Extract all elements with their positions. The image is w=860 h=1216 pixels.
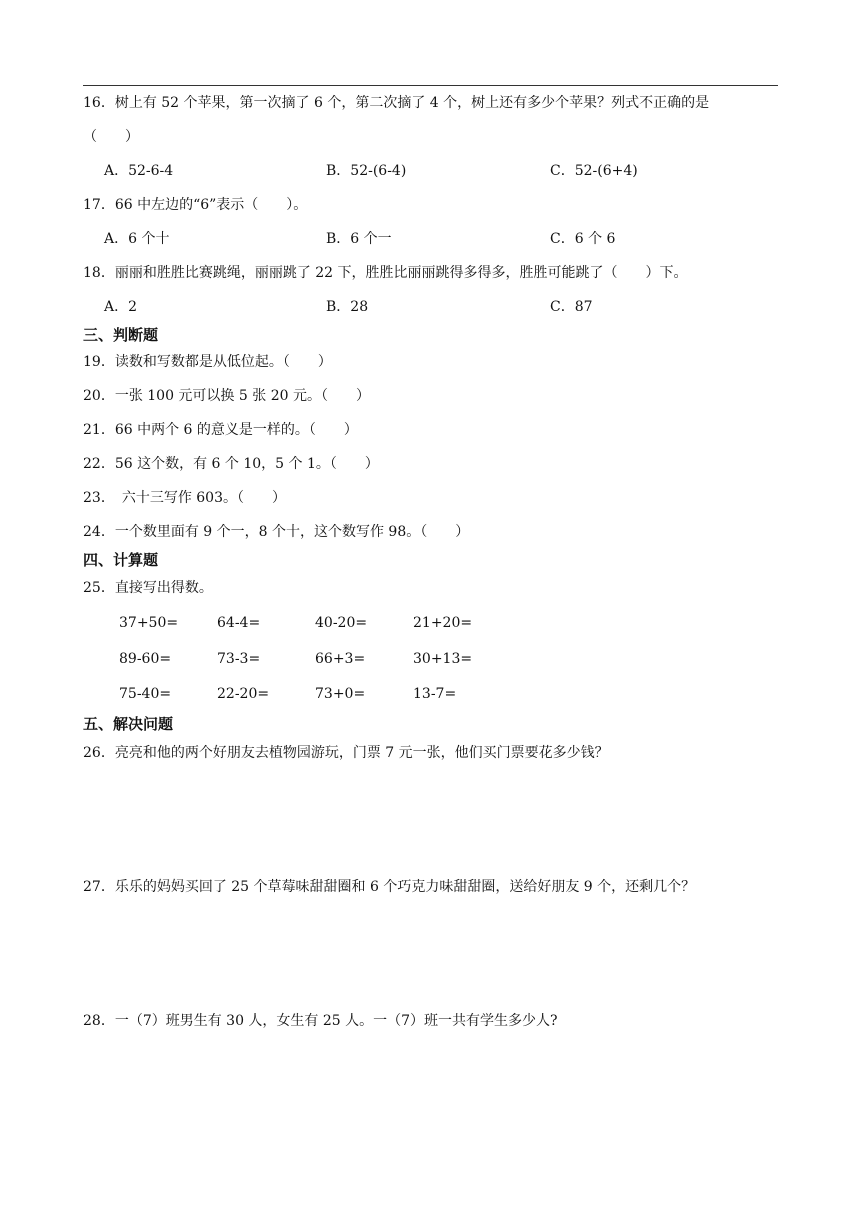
- question-18-stem: 18．丽丽和胜胜比赛跳绳，丽丽跳了 22 下，胜胜比丽丽跳得多得多，胜胜可能跳了（ ）下。: [83, 265, 688, 281]
- question-23: 23． 六十三写作 603。（ ）: [83, 490, 286, 506]
- question-16-stem: 16．树上有 52 个苹果，第一次摘了 6 个，第二次摘了 4 个，树上还有多少个苹果？列式不正确的是: [83, 95, 710, 111]
- calc-item: 73+0=: [315, 686, 366, 702]
- question-19: 19．读数和写数都是从低位起。（ ）: [83, 354, 332, 370]
- section-3-title: 三、判断题: [83, 326, 159, 344]
- question-28: 28．一（7）班男生有 30 人，女生有 25 人。一（7）班一共有学生多少人?: [83, 1013, 558, 1029]
- calc-item: 13-7=: [413, 686, 457, 702]
- question-17-option-b[interactable]: B．6 个一: [326, 231, 392, 247]
- question-18-option-b[interactable]: B．28: [326, 299, 369, 315]
- question-17-option-a[interactable]: A．6 个十: [104, 231, 170, 247]
- calc-item: 66+3=: [315, 651, 366, 667]
- calc-item: 30+13=: [413, 651, 473, 667]
- calc-item: 73-3=: [217, 651, 261, 667]
- question-22: 22．56 这个数，有 6 个 10，5 个 1。（ ）: [83, 456, 379, 472]
- section-5-title: 五、解决问题: [83, 715, 174, 733]
- question-16-option-b[interactable]: B．52-(6-4): [326, 163, 407, 179]
- header-rule: [83, 85, 778, 86]
- calc-item: 21+20=: [413, 615, 473, 631]
- calc-item: 64-4=: [217, 615, 261, 631]
- calc-item: 37+50=: [119, 615, 179, 631]
- question-16-option-c[interactable]: C．52-(6+4): [550, 163, 638, 179]
- calc-item: 89-60=: [119, 651, 172, 667]
- question-18-option-c[interactable]: C．87: [550, 299, 593, 315]
- question-21: 21．66 中两个 6 的意义是一样的。（ ）: [83, 422, 358, 438]
- question-25: 25．直接写出得数。: [83, 580, 213, 596]
- question-20: 20．一张 100 元可以换 5 张 20 元。（ ）: [83, 388, 370, 404]
- question-26: 26．亮亮和他的两个好朋友去植物园游玩，门票 7 元一张，他们买门票要花多少钱？: [83, 745, 609, 761]
- question-27: 27．乐乐的妈妈买回了 25 个草莓味甜甜圈和 6 个巧克力味甜甜圈，送给好朋友 9 个，还剩几个？: [83, 879, 696, 895]
- calc-item: 75-40=: [119, 686, 172, 702]
- question-16-stem-cont: （ ）: [83, 129, 139, 145]
- question-17-option-c[interactable]: C．6 个 6: [550, 231, 616, 247]
- question-17-stem: 17．66 中左边的“6”表示（ ）。: [83, 197, 308, 213]
- question-16-option-a[interactable]: A．52-6-4: [104, 163, 174, 179]
- question-24: 24．一个数里面有 9 个一，8 个十，这个数写作 98。（ ）: [83, 524, 470, 540]
- calc-item: 40-20=: [315, 615, 368, 631]
- section-4-title: 四、计算题: [83, 551, 159, 569]
- calc-item: 22-20=: [217, 686, 270, 702]
- question-18-option-a[interactable]: A．2: [104, 299, 138, 315]
